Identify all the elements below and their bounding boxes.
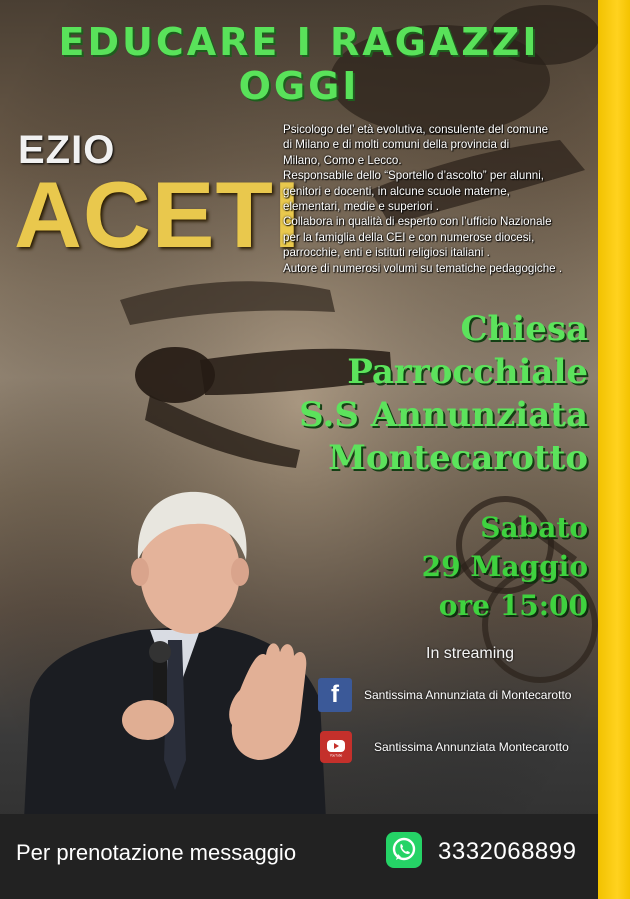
- bio-line: genitori e docenti, in alcune scuole materne,: [283, 184, 510, 198]
- youtube-link[interactable]: [320, 731, 569, 763]
- facebook-page-name: Santissima Annunziata di Montecarotto: [364, 688, 572, 702]
- bio-line: elementari, medie e superiori .: [283, 200, 439, 214]
- bio-line: parrocchie, enti e istituti religiosi italiani .: [283, 246, 490, 260]
- accent-side-bar: [598, 0, 630, 899]
- youtube-icon-caption: YouTube: [329, 753, 343, 758]
- facebook-icon: f: [318, 678, 352, 712]
- speaker-first-name: EZIO: [18, 128, 116, 172]
- bio-line: Autore di numerosi volumi su tematiche pedagogiche .: [283, 261, 563, 275]
- speaker-last-name: ACETI: [14, 162, 301, 267]
- venue-line: S.S Annunziata: [299, 395, 588, 435]
- bio-line: di Milano e di molti comuni della provincia di: [283, 138, 510, 152]
- bio-line: Collabora in qualità di esperto con l’ufficio Nazionale: [283, 215, 552, 229]
- event-day: Sabato: [480, 511, 588, 544]
- streaming-label: In streaming: [426, 645, 515, 662]
- youtube-icon: [320, 731, 352, 763]
- footer-bar: [0, 814, 598, 899]
- venue-block: [299, 308, 588, 480]
- bio-line: Responsabile dello “Sportello d’ascolto” per alunni,: [283, 169, 545, 183]
- bio-line: Psicologo del’ età evolutiva, consulente del comune: [283, 123, 549, 136]
- date-block: [422, 508, 588, 625]
- speaker-bio: [283, 122, 593, 276]
- poster-title: EDUCARE I RAGAZZI OGGI: [58, 20, 540, 108]
- whatsapp-icon[interactable]: [386, 832, 422, 868]
- phone-number[interactable]: 3332068899: [438, 838, 577, 865]
- bio-line: per la famiglia della CEI e con numerose diocesi,: [283, 230, 535, 244]
- bio-line: Milano, Como e Lecco.: [283, 153, 402, 167]
- venue-line: Chiesa: [460, 309, 588, 349]
- facebook-link[interactable]: [318, 678, 571, 712]
- youtube-channel-name: Santissima Annunziata Montecarotto: [374, 740, 569, 754]
- booking-text: Per prenotazione messaggio: [16, 840, 297, 865]
- venue-line: Parrocchiale: [347, 352, 588, 392]
- event-time: ore 15:00: [438, 589, 588, 622]
- venue-line: Montecarotto: [328, 438, 588, 478]
- event-date: 29 Maggio: [421, 550, 588, 583]
